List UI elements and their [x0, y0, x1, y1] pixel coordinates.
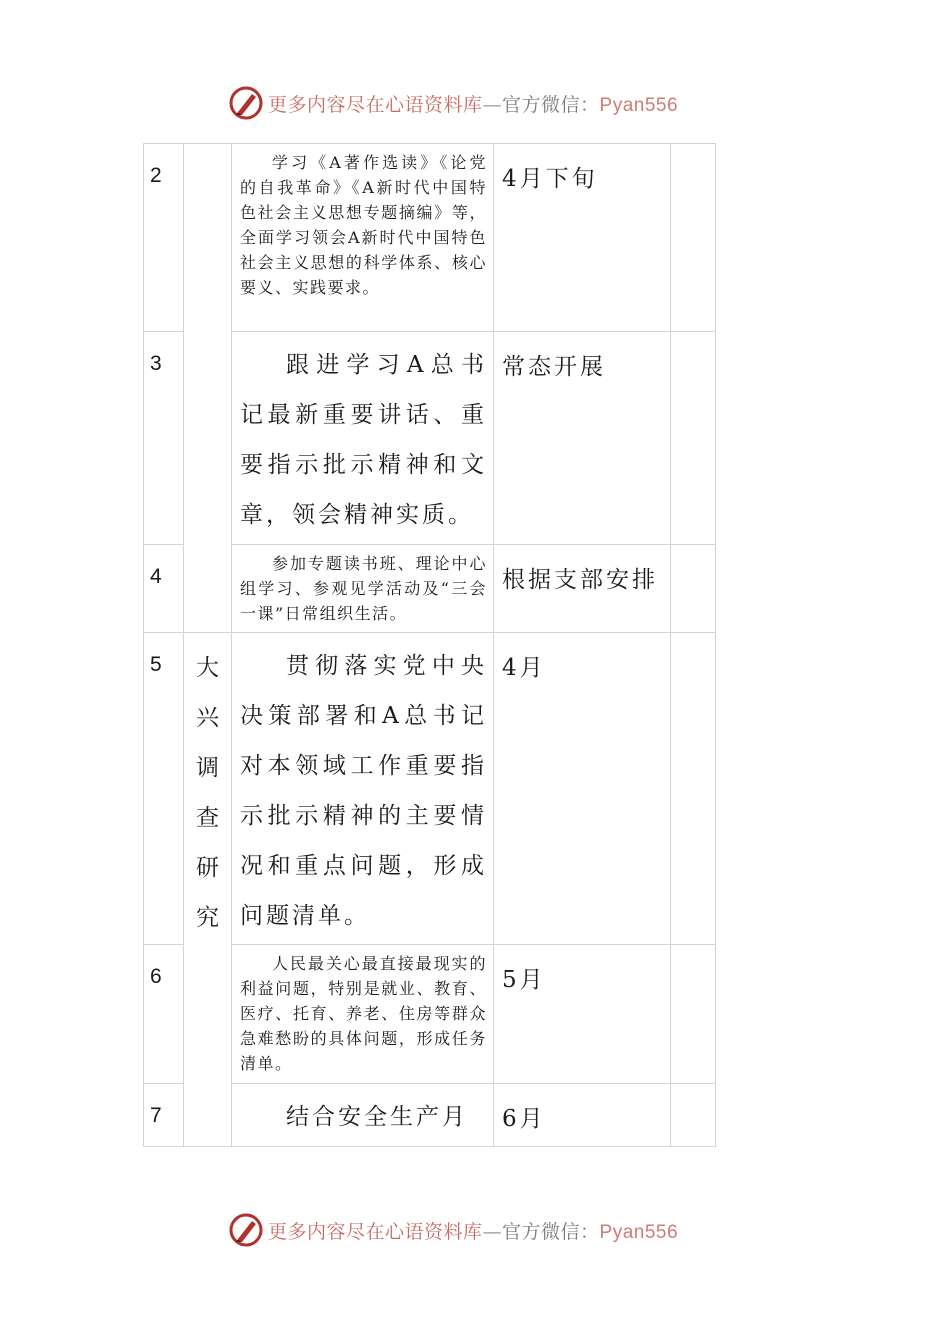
banner-wechat-id: Pyan556: [599, 94, 679, 116]
row-time: 常态开展: [494, 332, 671, 545]
topic-cell-empty: [184, 144, 232, 633]
banner-text: [268, 90, 678, 117]
banner-wechat-label: 官方微信：: [502, 1220, 600, 1243]
banner-wechat-id: Pyan556: [599, 1221, 679, 1243]
row-note: [671, 545, 716, 633]
banner-wechat-label: 官方微信：: [502, 93, 600, 116]
row-number: 3: [144, 332, 184, 545]
topic-cell: [184, 633, 232, 1147]
row-content: 学习《A著作选读》《论党的自我革命》《A新时代中国特色社会主义思想专题摘编》等，全面学习领会A新时代中国特色社会主义思想的科学体系、核心要义、实践要求。: [232, 144, 494, 332]
pen-logo-icon: [228, 1212, 264, 1248]
row-number: 4: [144, 545, 184, 633]
row-number: 6: [144, 945, 184, 1084]
row-number: 2: [144, 144, 184, 332]
row-time: 6月: [494, 1084, 671, 1147]
topic-label: 大兴调查研究: [196, 655, 219, 931]
row-note: [671, 945, 716, 1084]
row-number: 7: [144, 1084, 184, 1147]
row-note: [671, 1084, 716, 1147]
banner-main-text: 更多内容尽在心语资料库: [268, 1220, 483, 1243]
row-content: 人民最关心最直接最现实的利益问题，特别是就业、教育、医疗、托育、养老、住房等群众急难愁盼的具体问题，形成任务清单。: [232, 945, 494, 1084]
pen-logo-icon: [228, 85, 264, 121]
banner-dash: —: [482, 93, 503, 116]
row-content: 参加专题读书班、理论中心组学习、参观见学活动及“三会一课”日常组织生活。: [232, 545, 494, 633]
row-note: [671, 633, 716, 945]
row-note: [671, 332, 716, 545]
banner-main-text: 更多内容尽在心语资料库: [268, 93, 483, 116]
row-note: [671, 144, 716, 332]
banner-text: [268, 1217, 678, 1244]
row-content: 跟进学习A总书记最新重要讲话、重要指示批示精神和文章，领会精神实质。: [232, 332, 494, 545]
row-time: 4月: [494, 633, 671, 945]
row-content: 结合安全生产月: [232, 1084, 494, 1147]
row-time: 5月: [494, 945, 671, 1084]
table-row: [144, 633, 716, 945]
banner-dash: —: [482, 1220, 503, 1243]
row-number: 5: [144, 633, 184, 945]
footer-banner: [228, 1210, 678, 1250]
row-content: 贯彻落实党中央决策部署和A总书记对本领域工作重要指示批示精神的主要情况和重点问题，形成问题清单。: [232, 633, 494, 945]
plan-table: [143, 143, 716, 1147]
row-time: 根据支部安排: [494, 545, 671, 633]
table-row: [144, 144, 716, 332]
header-banner: [228, 83, 678, 123]
row-time: 4月下旬: [494, 144, 671, 332]
